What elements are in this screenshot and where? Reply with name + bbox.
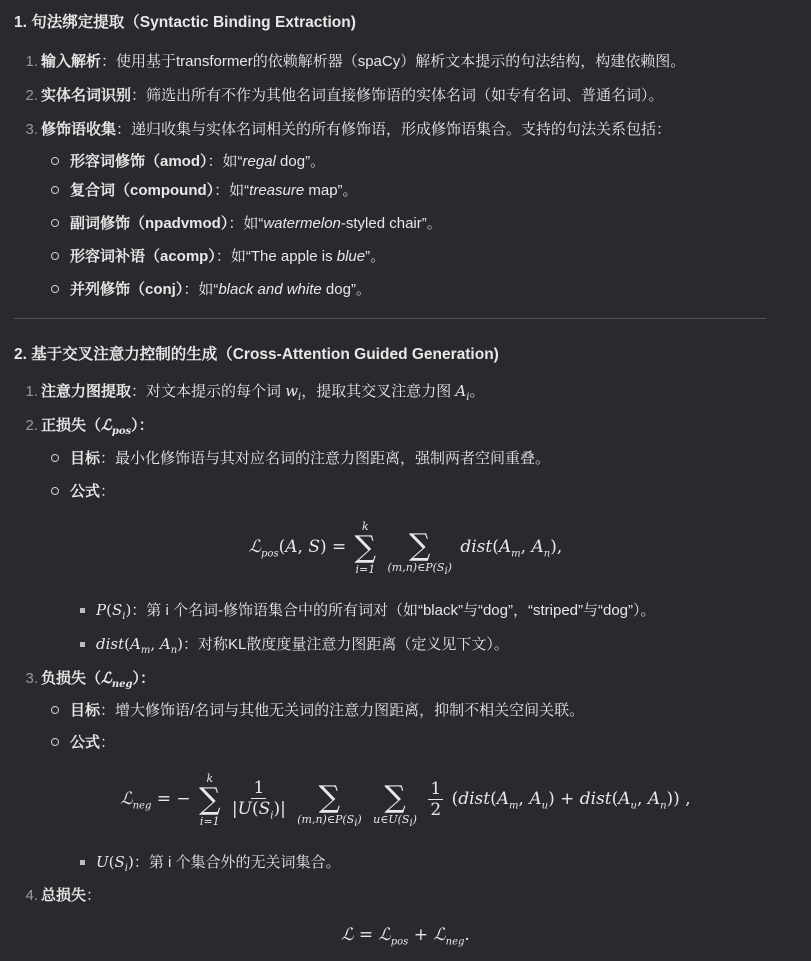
bullet-icon [51, 219, 59, 227]
math: pos [111, 426, 132, 437]
sub-item [0, 449, 550, 469]
definition-text: ：第 i 个名词-修饰语集合中的所有词对（如“black”与“dog”，“striped”与“dog”）。 [131, 602, 656, 619]
bullet-icon [80, 642, 85, 647]
math: ℒ [101, 416, 112, 434]
relation-label: 形容词补语（acomp） [70, 248, 216, 265]
goal-label: 目标 [70, 702, 101, 719]
relation-label: 形容词修饰（amod） [70, 153, 208, 170]
math: A [455, 382, 467, 400]
math: ℒ [101, 669, 112, 687]
formula-label: 公式 [70, 483, 101, 500]
relation-text: map”。 [304, 182, 358, 199]
section-1-heading: 1. 句法绑定提取（Syntactic Binding Extraction) [14, 14, 356, 31]
item-text: ：筛选出所有不作为其他名词直接修饰语的实体名词（如专有名词、普通名词）。 [131, 87, 664, 104]
sub-item: 公式： [0, 482, 115, 502]
relation-example: regal [242, 153, 276, 170]
sub-sub-item: $P(S_i)$：第 i 个名词-修饰语集合中的所有词对（如“black”与“dog”，“striped”与“dog”）。 [0, 600, 656, 627]
bullet-icon [51, 706, 59, 714]
bullet-icon [51, 157, 59, 165]
item-number: 2. [25, 417, 38, 434]
bullet-icon [51, 186, 59, 194]
item-text: ：使用基于transformer的依赖解析器（spaCy）解析文本提示的句法结构，构建依赖图。 [101, 53, 686, 70]
list-item [0, 86, 664, 106]
bullet-icon [51, 487, 59, 495]
sub-sub-item: $dist(A_m$, $A_n$)：对称KL散度度量注意力图距离（定义见下文）。 [0, 634, 509, 661]
relation-text: ”。 [365, 248, 386, 265]
formula-pos: ℒ$_{pos}$(A, S) = k ∑ i=1 ∑ $(m,n)\in P(S_i)$ $dist(A_m$, $A_n$), [248, 519, 563, 578]
item-number: 3. [25, 670, 38, 687]
item-label: 实体名词识别 [41, 87, 132, 104]
goal-label: 目标 [70, 450, 101, 467]
relation-text: ：如“ [183, 281, 219, 298]
bullet-icon [51, 738, 59, 746]
divider [14, 318, 766, 319]
item-label: 输入解析 [41, 53, 102, 70]
math: w [285, 382, 299, 400]
relation-text: ：如“ [228, 215, 264, 232]
relation-item [0, 152, 325, 172]
bullet-icon [80, 608, 85, 613]
goal-text: ：增大修饰语/名词与其他无关词的注意力图距离，抑制不相关空间关联。 [100, 702, 585, 719]
item-text: ，提取其交叉注意力图 [301, 383, 456, 400]
relation-label: 副词修饰（npadvmod） [70, 215, 229, 232]
section-2-heading: 2. 基于交叉注意力控制的生成（Cross-Attention Guided Generation) [14, 346, 499, 363]
list-item [0, 668, 155, 695]
formula-total: ℒ = ℒ$_{pos}$ + ℒ$_{neg}$. [341, 925, 470, 948]
relation-item [0, 280, 371, 300]
item-label: 注意力图提取 [41, 383, 132, 400]
item-label: ）： [131, 417, 154, 434]
item-number: 1. [25, 53, 38, 70]
sub-sub-item: $U(S_i)$：第 i 个集合外的无关词集合。 [0, 852, 341, 879]
item-label: 负损失（ [41, 670, 102, 687]
list-item [0, 52, 685, 72]
item-text: ： [86, 887, 102, 904]
relation-text: -styled chair”。 [340, 215, 442, 232]
relation-item [0, 181, 358, 201]
relation-label: 复合词（compound） [70, 182, 215, 199]
relation-text: ：如“ [207, 153, 243, 170]
bullet-icon [51, 285, 59, 293]
item-number: 4. [25, 887, 38, 904]
relation-label: 并列修饰（conj） [70, 281, 184, 298]
item-label: 总损失 [41, 887, 87, 904]
item-label: ）： [132, 670, 155, 687]
relation-text: dog”。 [321, 281, 371, 298]
list-item [0, 381, 484, 408]
relation-text: dog”。 [275, 153, 326, 170]
list-item [0, 886, 101, 906]
bullet-icon [51, 454, 59, 462]
item-label: 修饰语收集 [41, 121, 117, 138]
list-item [0, 415, 154, 442]
math: i [298, 392, 302, 403]
bullet-icon [51, 252, 59, 260]
relation-example: watermelon [263, 215, 341, 232]
relation-example: treasure [249, 182, 305, 199]
relation-item [0, 214, 442, 234]
list-item [0, 120, 671, 140]
definition-text: ：对称KL散度度量注意力图距离（定义见下文）。 [183, 636, 509, 653]
relation-text: ：如“The apple is [215, 248, 337, 265]
item-number: 3. [25, 121, 38, 138]
definition-text: ：第 i 个集合外的无关词集合。 [133, 854, 341, 871]
sub-item: 公式： [0, 733, 115, 753]
relation-example: black and white [218, 281, 322, 298]
item-label: 正损失（ [41, 417, 102, 434]
item-text: 。 [469, 383, 485, 400]
formula-label: 公式 [70, 734, 101, 751]
bullet-icon [80, 860, 85, 865]
relation-item [0, 247, 385, 267]
math: i [466, 392, 470, 403]
item-text: ：对文本提示的每个词 [131, 383, 286, 400]
item-number: 2. [25, 87, 38, 104]
formula-neg: ℒ$_{neg}$ = − k ∑ i=1 $\frac{1}{|U(S_i)|}$ ∑ $(m,n)\in P(S_i)$ ∑ $u\in U(S_i)$ $\frac{1}{2}$ ($dist(A_m$, $A_u$) + $dist(A_u$, $A_n$)) , [120, 771, 691, 830]
item-number: 1. [25, 383, 38, 400]
item-text: ：递归收集与实体名词相关的所有修饰语，形成修饰语集合。支持的句法关系包括： [116, 121, 672, 138]
sub-item [0, 701, 584, 721]
math: neg [111, 679, 133, 690]
relation-text: ：如“ [214, 182, 250, 199]
goal-text: ：最小化修饰语与其对应名词的注意力图距离，强制两者空间重叠。 [100, 450, 551, 467]
relation-example: blue [336, 248, 366, 265]
